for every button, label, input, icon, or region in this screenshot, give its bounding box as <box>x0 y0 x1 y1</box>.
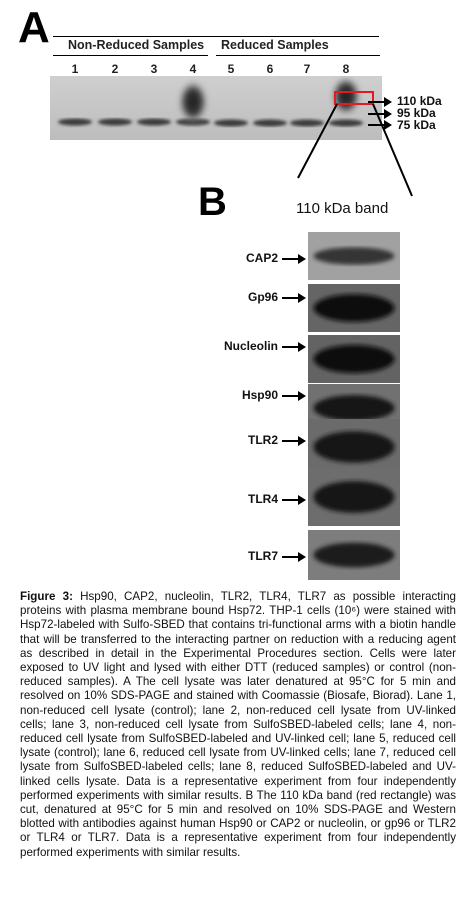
blot-label-tlr4: TLR4 <box>248 492 278 506</box>
blot-tlr2 <box>308 419 400 475</box>
figure-caption <box>20 590 456 860</box>
blot-band <box>314 247 395 264</box>
lane-number-8: 8 <box>342 62 350 76</box>
blot-cap2 <box>308 232 400 280</box>
blot-tlr4 <box>308 468 400 526</box>
blot-band <box>314 431 395 462</box>
blot-label-cap2: CAP2 <box>245 251 278 265</box>
blot-band <box>314 345 395 373</box>
blot-label-hsp90: Hsp90 <box>241 388 278 402</box>
lane-number-7: 7 <box>303 62 311 76</box>
band-header: 110 kDa band <box>296 200 389 217</box>
blot-arrow-nucleolin <box>282 346 304 348</box>
blot-arrow-tlr2 <box>282 440 304 442</box>
blot-nucleolin <box>308 335 400 383</box>
blot-band <box>314 294 395 322</box>
blot-band <box>314 481 395 513</box>
caption-text: Hsp90, CAP2, nucleolin, TLR2, TLR4, TLR7 as possible interacting proteins with plasma membrane bound Hsp72. THP-1 cells (10⁶) were stained with Hsp72-labeled with Sulfo-SBED that contains tri-functional arms with a biotin handle that will be transferred to the interacting partner on reduction with a reducing agent as described in detail in the Experimental Procedures section. Cells were later exposed to UV light and lysed with either DTT (reduced samples) or control (non-reduced samples). A The cell lysate was later denatured at 95°C for 5 min and resolved on 10% SDS-PAGE and stained with Coomassie (Biosafe, Biorad). Lane 1, non-reduced cell lysate (control); lane 2, non-reduced cell lysate from UV-linked cells; lane 3, non-reduced cell lysate from SulfoSBED-labeled cells; lane 4, non-reduced cell lysate from SulfoSBED-labeled and UV-linked cell; lane 5, reduced cell lysate (control); lane 6, reduced cell lysate from UV-linked cells; lane 7, reduced cell lysate from SulfoSBED-labeled cells; lane 8, reduced SulfoSBED-labeled and UV-linked cells lysate. Data is a representative experiment from four independently performed experiments with similar results. B The 110 kDa band (red rectangle) was cut, denatured at 95°C for 5 min and resolved on 10% SDS-PAGE and Western blotted with antibodies against human Hsp90 or CAP2 or nucleolin, or gp96 or TLR2 or TLR4 or TLR7. Data is a representative experiment from four independently performed experiments with similar results. <box>20 590 456 859</box>
blot-band <box>314 543 395 568</box>
blot-arrow-tlr7 <box>282 556 304 558</box>
blot-gp96 <box>308 284 400 332</box>
blot-label-tlr2: TLR2 <box>248 433 278 447</box>
blot-tlr7 <box>308 530 400 580</box>
blot-arrow-gp96 <box>282 297 304 299</box>
lane-number-3: 3 <box>150 62 158 76</box>
lane-number-5: 5 <box>227 62 235 76</box>
blot-label-nucleolin: Nucleolin <box>223 339 278 353</box>
marker-95-label: 95 kDa <box>397 106 436 120</box>
blot-band <box>314 395 395 421</box>
lane-number-6: 6 <box>266 62 274 76</box>
blot-label-tlr7: TLR7 <box>248 549 278 563</box>
blot-arrow-tlr4 <box>282 499 304 501</box>
blot-arrow-cap2 <box>282 258 304 260</box>
blot-label-gp96: Gp96 <box>247 290 278 304</box>
caption-title: Figure 3: <box>20 590 73 603</box>
lane-number-4: 4 <box>189 62 197 76</box>
panel-b-letter: B <box>198 180 227 224</box>
non-reduced-group-label: Non-Reduced Samples <box>68 38 205 52</box>
lane-number-1: 1 <box>71 62 79 76</box>
panel-a-letter: A <box>18 3 50 52</box>
reduced-group-label: Reduced Samples <box>221 38 329 52</box>
marker-75-label: 75 kDa <box>397 118 436 132</box>
marker-110-label: 110 kDa <box>397 94 442 108</box>
lane-number-2: 2 <box>111 62 119 76</box>
blot-arrow-hsp90 <box>282 395 304 397</box>
